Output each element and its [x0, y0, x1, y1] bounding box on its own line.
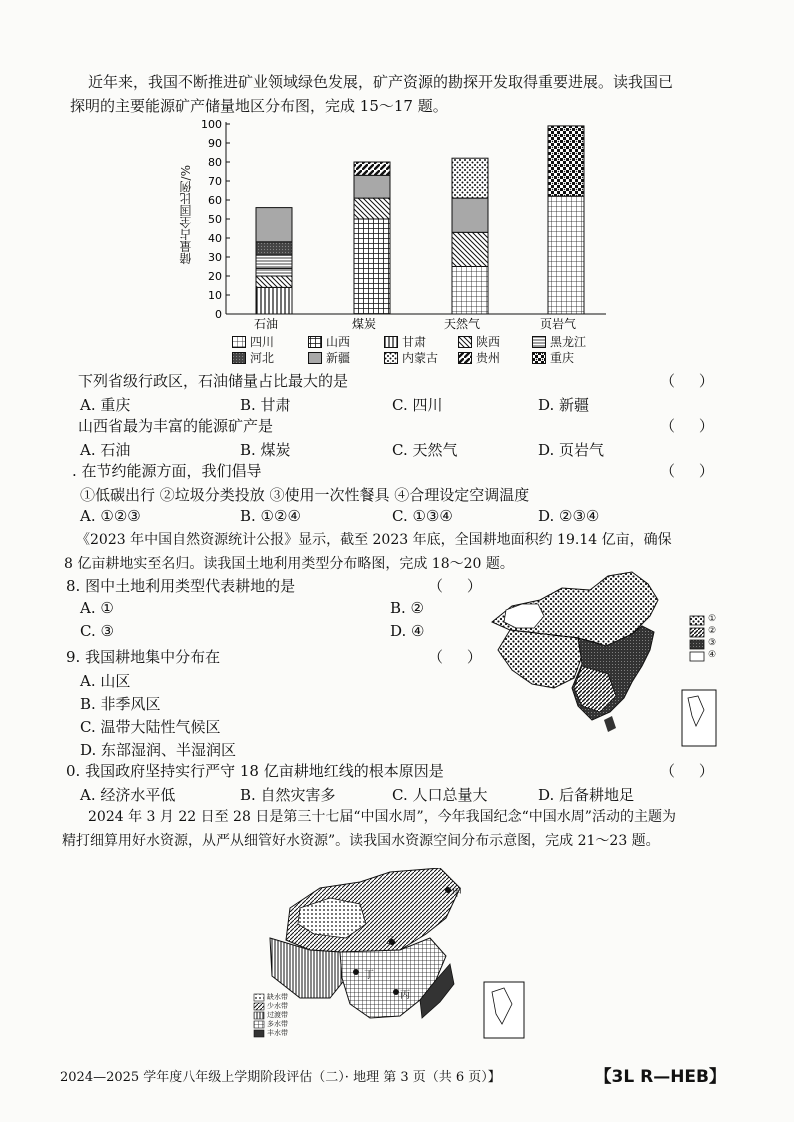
water-resources-map — [250, 868, 540, 1046]
y-axis-label: 储量占全国比例/% — [179, 165, 193, 265]
x-tick-label: 石油 — [253, 317, 279, 330]
q19-option-d: D. 东部湿润、半湿润区 — [80, 741, 237, 759]
q17-stem: . 在节约能源方面，我们倡导 — [72, 462, 262, 480]
legend-label: 黑龙江 — [550, 335, 587, 349]
map1-legend-label: ③ — [708, 638, 717, 648]
intro-1-line-1: 近年来，我国不断推进矿业领域绿色发展，矿产资源的勘探开发取得重要进展。读我国已 — [88, 73, 674, 91]
bar-segment-内蒙古 — [452, 158, 488, 198]
legend-item-贵州 — [458, 349, 500, 366]
q15-stem: 下列省级行政区，石油储量占比最大的是 — [78, 372, 349, 390]
map1-legend-swatch — [690, 652, 704, 661]
legend-label: 内蒙古 — [402, 351, 439, 365]
bar-segment-新疆 — [256, 208, 292, 242]
y-tick-label: 0 — [215, 308, 222, 321]
map2-marker-jia: 甲 — [452, 888, 462, 899]
bar-segment-陕西 — [452, 232, 488, 266]
q19-option-b: B. 非季风区 — [80, 695, 161, 713]
q19-answer-bracket: （ ） — [428, 648, 482, 666]
q15-option-b: B. 甘肃 — [240, 396, 291, 414]
q18-option-a: A. ① — [80, 599, 114, 617]
intro-paragraph-1 — [70, 70, 674, 118]
map1-legend-swatch — [690, 628, 704, 637]
q15-option-c: C. 四川 — [392, 396, 443, 414]
q20-answer-bracket: （ ） — [660, 762, 714, 780]
map2-marker-bing: 丙 — [400, 990, 410, 1001]
legend-label: 新疆 — [326, 351, 351, 365]
y-tick-label: 70 — [208, 175, 222, 188]
y-tick-label: 90 — [208, 137, 222, 150]
bar-segment-四川 — [548, 196, 584, 314]
energy-reserves-chart — [176, 116, 616, 330]
bar-segment-甘肃 — [256, 287, 292, 314]
q16-option-d: D. 页岩气 — [538, 441, 605, 459]
bar-segment-陕西 — [256, 276, 292, 287]
exam-code: 【3L R—HEB】 — [594, 1067, 726, 1087]
q18-option-c: C. ③ — [80, 622, 114, 640]
bar-segment-黑龙江 — [256, 255, 292, 268]
q18-answer-bracket: （ ） — [428, 577, 482, 595]
y-tick-label: 80 — [208, 156, 222, 169]
q16-option-c: C. 天然气 — [392, 441, 458, 459]
q19-option-a: A. 山区 — [80, 672, 131, 690]
q17-items: ①低碳出行 ②垃圾分类投放 ③使用一次性餐具 ④合理设定空调温度 — [80, 486, 530, 504]
legend-item-四川 — [232, 333, 274, 350]
map2-legend-swatch — [254, 994, 264, 1001]
intro-3-line-2: 精打细算用好水资源，从严从细管好水资源”。读我国水资源空间分布示意图，完成 21～23 题。 — [62, 833, 660, 849]
map2-legend-label: 缺水带 — [267, 993, 288, 1001]
q17-answer-bracket: （ ） — [660, 462, 714, 480]
legend-item-黑龙江 — [532, 333, 586, 350]
q18-stem: 8. 图中土地利用类型代表耕地的是 — [66, 577, 296, 595]
y-tick-label: 30 — [208, 251, 222, 264]
q20-stem: 0. 我国政府坚持实行严守 18 亿亩耕地红线的根本原因是 — [66, 762, 444, 780]
legend-item-山西 — [308, 333, 350, 350]
map2-legend-label: 多水带 — [267, 1020, 288, 1028]
bar-segment-贵州 — [354, 162, 390, 175]
legend-item-甘肃 — [384, 333, 426, 350]
map2-legend-swatch — [254, 1003, 264, 1010]
q17-option-d: D. ②③④ — [538, 507, 600, 525]
map1-legend-swatch — [690, 616, 704, 625]
q18-option-b: B. ② — [390, 599, 425, 617]
q20-option-d: D. 后备耕地足 — [538, 786, 635, 804]
q17-option-c: C. ①③④ — [392, 507, 453, 525]
y-tick-label: 100 — [201, 118, 222, 131]
intro-3-line-1: 2024 年 3 月 22 日至 28 日是第三十七届“中国水周”，今年我国纪念“中国水周”活动的主题为 — [88, 809, 676, 825]
q20-option-c: C. 人口总量大 — [392, 786, 488, 804]
legend-item-河北 — [232, 349, 274, 366]
land-use-map — [482, 570, 732, 756]
map2-legend-label: 过渡带 — [267, 1011, 288, 1019]
legend-item-重庆 — [532, 349, 574, 366]
intro-paragraph-3 — [62, 805, 676, 853]
legend-label: 陕西 — [476, 335, 501, 349]
q20-option-b: B. 自然灾害多 — [240, 786, 336, 804]
y-tick-label: 40 — [208, 232, 222, 245]
bar-segment-河北 — [256, 242, 292, 255]
legend-label: 四川 — [250, 335, 275, 349]
bar-segment-新疆 — [354, 175, 390, 198]
x-tick-label: 页岩气 — [539, 317, 577, 330]
bar-segment-新疆 — [452, 198, 488, 232]
q16-answer-bracket: （ ） — [660, 417, 714, 435]
bar-segment-重庆 — [548, 126, 584, 196]
map1-legend-label: ② — [708, 626, 717, 636]
q15-option-a: A. 重庆 — [80, 396, 131, 414]
map1-legend-label: ④ — [708, 650, 717, 660]
bar-segment-山西 — [354, 219, 390, 314]
map2-legend-swatch — [254, 1012, 264, 1019]
y-tick-label: 50 — [208, 213, 222, 226]
legend-item-陕西 — [458, 333, 500, 350]
intro-paragraph-2 — [64, 528, 672, 576]
y-tick-label: 10 — [208, 289, 222, 302]
legend-item-新疆 — [308, 349, 350, 366]
q20-option-a: A. 经济水平低 — [80, 786, 176, 804]
bar-segment-陕西 — [354, 198, 390, 219]
bar-segment-黑龙江 — [256, 268, 292, 276]
legend-label: 甘肃 — [402, 335, 427, 349]
x-tick-label: 煤炭 — [351, 317, 377, 330]
q17-option-a: A. ①②③ — [80, 507, 141, 525]
map2-marker-yi: 乙 — [386, 936, 396, 947]
q17-option-b: B. ①②④ — [240, 507, 301, 525]
q16-option-a: A. 石油 — [80, 441, 131, 459]
q16-stem: 山西省最为丰富的能源矿产是 — [78, 417, 274, 435]
legend-label: 重庆 — [550, 351, 575, 365]
q15-answer-bracket: （ ） — [660, 372, 714, 390]
q16-option-b: B. 煤炭 — [240, 441, 291, 459]
q18-option-d: D. ④ — [390, 622, 425, 640]
intro-2-line-2: 8 亿亩耕地实至名归。读我国土地利用类型分布略图，完成 18～20 题。 — [64, 556, 514, 572]
map1-region-west — [498, 630, 582, 688]
y-tick-label: 60 — [208, 194, 222, 207]
map2-legend-swatch — [254, 1021, 264, 1028]
q15-option-d: D. 新疆 — [538, 396, 590, 414]
map2-legend-label: 丰水带 — [267, 1029, 288, 1037]
q19-option-c: C. 温带大陆性气候区 — [80, 718, 221, 736]
map1-legend-label: ① — [708, 614, 717, 624]
q19-stem: 9. 我国耕地集中分布在 — [66, 648, 221, 666]
page-footer: 2024—2025 学年度八年级上学期阶段评估（二）· 地理 第 3 页（共 6 页）】 — [60, 1070, 501, 1085]
legend-label: 贵州 — [476, 351, 501, 365]
map1-legend-swatch — [690, 640, 704, 649]
map2-legend-label: 少水带 — [267, 1002, 288, 1010]
map2-legend-swatch — [254, 1030, 264, 1037]
y-tick-label: 20 — [208, 270, 222, 283]
legend-item-内蒙古 — [384, 349, 438, 366]
intro-1-line-2: 探明的主要能源矿产储量地区分布图，完成 15～17 题。 — [70, 97, 448, 115]
map1-island — [604, 716, 616, 732]
legend-label: 山西 — [326, 335, 351, 349]
bar-segment-四川 — [452, 267, 488, 315]
legend-label: 河北 — [250, 351, 275, 365]
map2-marker-ding: 丁 — [364, 970, 374, 981]
map2-inset-south-china-sea — [484, 982, 524, 1038]
intro-2-line-1: 《2023 年中国自然资源统计公报》显示，截至 2023 年底，全国耕地面积约 19.14 亿亩，确保 — [76, 532, 672, 548]
x-tick-label: 天然气 — [443, 317, 481, 330]
